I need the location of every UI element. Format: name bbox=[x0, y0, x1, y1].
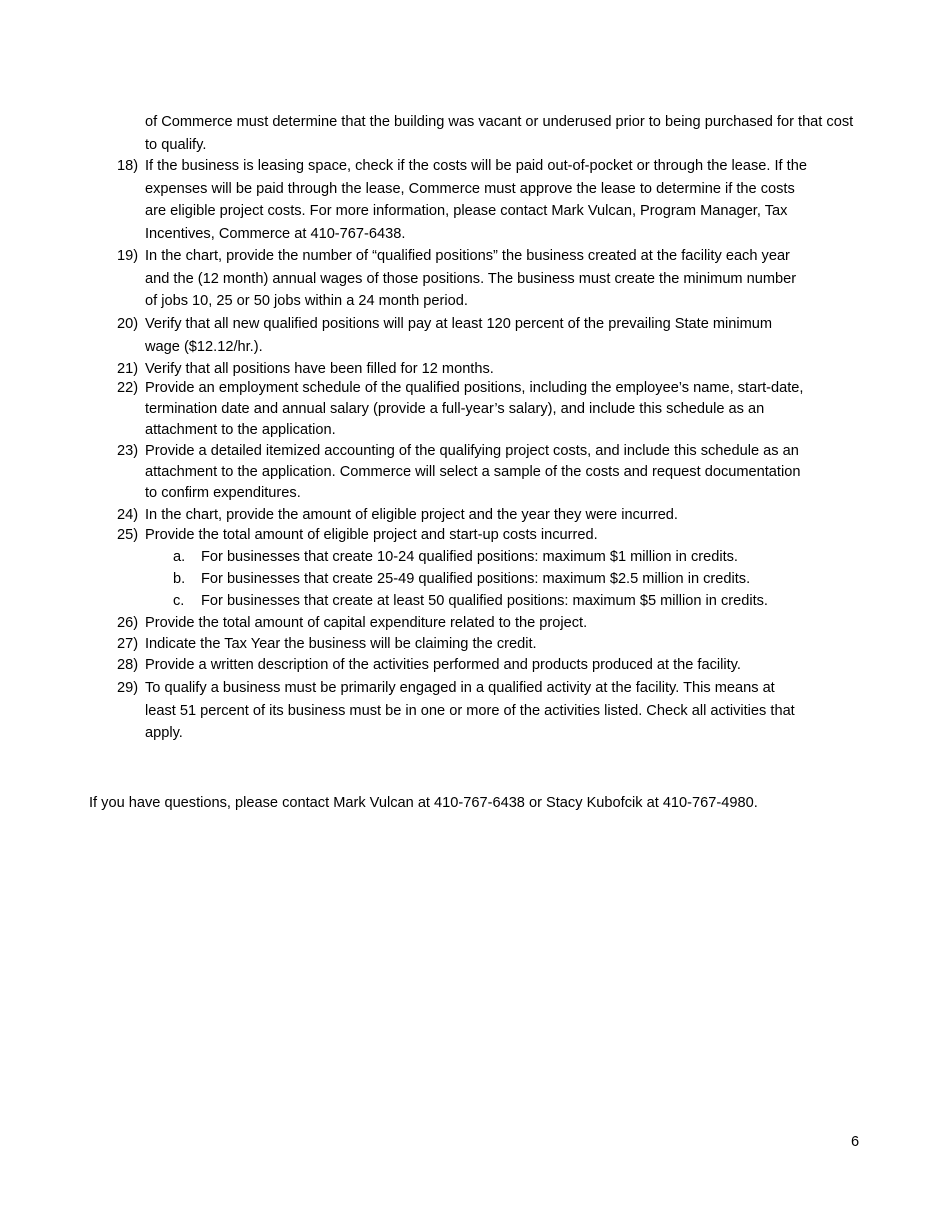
item-line: expenses will be paid through the lease, Commerce must approve the lease to determine if the costs bbox=[145, 180, 795, 197]
item-line: least 51 percent of its business must be in one or more of the activities listed. Check all activities that bbox=[145, 702, 795, 719]
item-line: attachment to the application. Commerce will select a sample of the costs and request documentation bbox=[145, 464, 801, 480]
item-text bbox=[145, 441, 865, 504]
sub-item-text: For businesses that create at least 50 qualified positions: maximum $5 million in credits. bbox=[201, 593, 768, 609]
item-text bbox=[145, 677, 865, 745]
sub-item-letter: c. bbox=[173, 593, 185, 609]
item-line: If the business is leasing space, check if the costs will be paid out-of-pocket or through the lease. If the bbox=[145, 158, 807, 174]
item-line: and the (12 month) annual wages of those positions. The business must create the minimum number bbox=[145, 270, 797, 287]
item-line: Verify that all new qualified positions will pay at least 120 percent of the prevailing State minimum bbox=[145, 316, 773, 332]
item-number: 26) bbox=[117, 615, 139, 631]
item-number: 28) bbox=[117, 657, 139, 673]
item-number: 25) bbox=[117, 527, 139, 543]
page-number: 6 bbox=[851, 1134, 860, 1150]
item-line: to confirm expenditures. bbox=[145, 485, 301, 501]
item-line: apply. bbox=[145, 725, 183, 741]
item-number: 18) bbox=[117, 158, 139, 174]
item-line: In the chart, provide the number of “qualified positions” the business created at the facility each year bbox=[145, 248, 790, 264]
item-line: Provide a detailed itemized accounting of the qualifying project costs, and include this schedule as an bbox=[145, 443, 799, 459]
item-number: 20) bbox=[117, 316, 139, 332]
item-line: To qualify a business must be primarily engaged in a qualified activity at the facility. This means at bbox=[145, 680, 775, 696]
item-line: Provide the total amount of capital expenditure related to the project. bbox=[145, 615, 588, 631]
item-text bbox=[145, 655, 865, 676]
item-line: Provide the total amount of eligible project and start-up costs incurred. bbox=[145, 527, 598, 543]
sub-item-letter: a. bbox=[173, 549, 186, 565]
item-number: 19) bbox=[117, 248, 139, 264]
item-line: Verify that all positions have been filled for 12 months. bbox=[145, 361, 494, 377]
item-number: 23) bbox=[117, 443, 139, 459]
continuation-text bbox=[145, 111, 865, 156]
item-line: are eligible project costs. For more information, please contact Mark Vulcan, Program Manager, Tax bbox=[145, 203, 788, 219]
item-line: wage ($12.12/hr.). bbox=[145, 338, 263, 355]
item-number: 29) bbox=[117, 680, 139, 696]
item-line: attachment to the application. bbox=[145, 422, 336, 438]
item-number: 21) bbox=[117, 361, 139, 377]
item-line: of jobs 10, 25 or 50 jobs within a 24 month period. bbox=[145, 293, 468, 309]
item-text bbox=[145, 613, 865, 634]
sub-item-text: For businesses that create 10-24 qualified positions: maximum $1 million in credits. bbox=[201, 549, 738, 565]
item-number: 27) bbox=[117, 636, 139, 652]
item-text bbox=[145, 245, 865, 313]
item-number: 22) bbox=[117, 380, 139, 396]
item-number: 24) bbox=[117, 507, 139, 523]
item-text bbox=[145, 505, 865, 526]
item-line: termination date and annual salary (provide a full-year’s salary), and include this schedule as an bbox=[145, 401, 765, 417]
item-line: Indicate the Tax Year the business will be claiming the credit. bbox=[145, 636, 537, 652]
item-line: Provide a written description of the activities performed and products produced at the facility. bbox=[145, 657, 741, 673]
item-text bbox=[145, 155, 865, 245]
item-line: In the chart, provide the amount of eligible project and the year they were incurred. bbox=[145, 507, 678, 523]
item-text bbox=[145, 378, 865, 441]
item-text bbox=[145, 313, 865, 358]
sub-item-text: For businesses that create 25-49 qualified positions: maximum $2.5 million in credits. bbox=[201, 571, 751, 587]
continuation-line: of Commerce must determine that the building was vacant or underused prior to being purchased for that cost to qualify. bbox=[145, 114, 854, 153]
item-line: Provide an employment schedule of the qualified positions, including the employee’s name, start-date, bbox=[145, 380, 804, 396]
item-line: Incentives, Commerce at 410-767-6438. bbox=[145, 225, 406, 242]
item-text bbox=[145, 525, 865, 546]
sub-item-letter: b. bbox=[173, 571, 186, 587]
item-text bbox=[145, 634, 865, 655]
contact-paragraph: If you have questions, please contact Mark Vulcan at 410-767-6438 or Stacy Kubofcik at 410-767-4980. bbox=[89, 795, 758, 811]
